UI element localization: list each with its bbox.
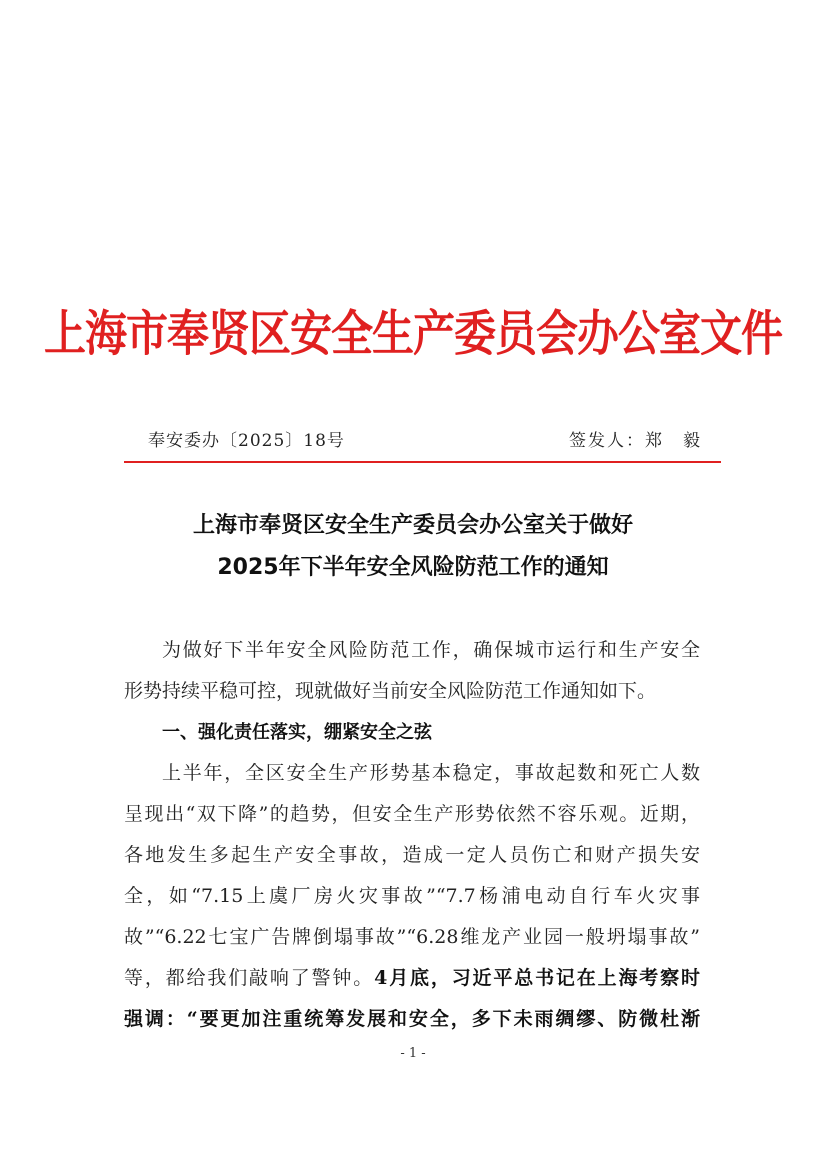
masthead-title: 上海市奉贤区安全生产委员会办公室文件 [43,305,782,362]
notice-title-line-1: 上海市奉贤区安全生产委员会办公室关于做好 [192,513,633,538]
paragraph-line [124,958,700,999]
document-number: 奉安委办〔2025〕18号 [148,431,345,451]
paragraph-line: 上半年，全区安全生产形势基本稳定，事故起数和死亡人数 [162,762,700,784]
paragraph-line: 形势持续平稳可控，现就做好当前安全风险防范工作通知如下。 [124,680,657,702]
paragraph-line: 全，如“7.15上虞厂房火灾事故”“7.7杨浦电动自行车火灾事 [124,885,700,907]
signer: 签发人：郑 毅 [569,431,702,451]
paragraph-text: 等，都给我们敲响了警钟。 [124,967,375,989]
emphasized-text: 4月底，习近平总书记在上海考察时 [374,967,700,989]
document-body [124,630,700,1040]
section-heading: 一、强化责任落实，绷紧安全之弦 [162,722,432,743]
notice-title-line-2: 2025年下半年安全风险防范工作的通知 [217,555,609,580]
paragraph-line: 为做好下半年安全风险防范工作，确保城市运行和生产安全 [162,639,700,661]
red-divider-line [124,461,721,463]
paragraph-line: 故”“6.22七宝广告牌倒塌事故”“6.28维龙产业园一般坍塌事故” [124,926,700,948]
emphasized-paragraph-line: 强调：“要更加注重统筹发展和安全，多下未雨绸缪、防微杜渐 [124,1008,700,1030]
page-number: - 1 - [400,1046,426,1061]
paragraph-line: 各地发生多起生产安全事故，造成一定人员伤亡和财产损失安 [124,844,700,866]
paragraph-line: 呈现出“双下降”的趋势，但安全生产形势依然不容乐观。近期， [124,803,700,825]
